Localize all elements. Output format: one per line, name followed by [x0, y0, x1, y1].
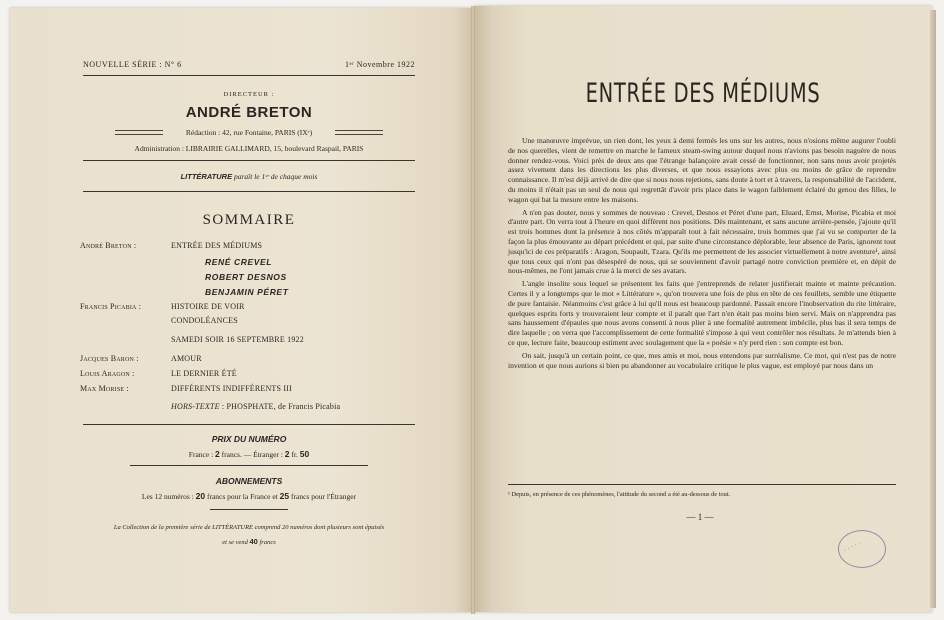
subscription-value: 25: [279, 491, 290, 501]
price-title: PRIX DU NUMÉRO: [211, 434, 287, 444]
toc-contributor: ROBERT DESNOS: [205, 272, 287, 282]
hors-texte-label: HORS-TEXTE: [171, 402, 220, 411]
toc-title: ENTRÉE DES MÉDIUMS: [171, 241, 263, 250]
toc-author: Jacques Baron :: [80, 354, 139, 363]
book-gutter: [471, 6, 475, 614]
subscription-title: ABONNEMENTS: [215, 476, 283, 486]
article-paragraph: Une manœuvre imprévue, un rien dont, les yeux à demi fermés les uns sur les autres, nous n'osions même augurer l'oubli de nos querelles, vient de remettre en marche le fameux steam-swing autour duquel nous n'avions pas besoin naguère de nous donner rendez-vous. Voici près de deux ans que l'étrange balançoire avait cessé de fonctionner, non sans nous avoir projetés assez vivement dans les directions les plus diverses, et que nous essayions avec plus ou moins de grâce de reprendre connaissance. Il m'est déjà arrivé de dire que si nous nous rejetions, sans doute à tort et à travers, la responsabilité de l'accident, du moins il n'était pas un seul de nous qui regrettât d'avoir pris place dans le wagon faiblement éclairé du genou des filles, le wagon qui bat la mesure entre les maisons.: [508, 136, 896, 204]
toc-contributor: BENJAMIN PÉRET: [205, 287, 289, 297]
hors-texte-line: [171, 402, 340, 411]
notice-text: paraît le 1ᵉʳ de chaque mois: [232, 172, 318, 181]
price-text: francs. — Étranger :: [219, 450, 285, 459]
footnote-rule: [508, 484, 896, 485]
collection-line: [83, 535, 415, 550]
article-paragraph: L'angle insolite sous lequel se présentent les faits que j'entreprends de relater justifierait mainte et mainte précaution. Certes il y a longtemps que le mot « Littérature », qu'on trouvera une fois de plus en tête de ces feuillets, semble une étiquette de pure fantaisie. Néanmoins c'est grâce à lui qu'il nous est beaucoup pardonné. Passait encore l'inobservation du rite littéraire, quelques esprits forts y trouveraient leur compte et il paraît que l'art n'en était pas moins bien servi. Mais on n'apprendra pas sans haussement d'épaules que nous avons consenti à nous plier à une formalité autrement imbécile, plus bas il sera temps de dire laquelle ; on verra que l'accomplissement de cette formalité s'impose à qui veut contrôler nos résultats. Je m'attends bien à ce que, lecture faite, beaucoup estiment avec soulagement que la « poésie » n'y perd rien : son compte est bon.: [508, 279, 896, 347]
divider-rule: [130, 465, 368, 466]
subscription-line: [83, 491, 415, 501]
toc-author: André Breton :: [80, 241, 137, 250]
toc-title: SAMEDI SOIR 16 SEPTEMBRE 1922: [171, 335, 304, 344]
article-paragraph: A n'en pas douter, nous y sommes de nouveau : Crevel, Desnos et Péret d'une part, Eluard, Ernst, Morise, Picabia et moi d'autre part. On verra tout à l'heure en quoi diffèrent nos positions. Dès maintenant, et sans aucune arrière-pensée, j'ajoute qu'il est trois hommes dont la présence à nos côtés m'apparaît tout à fait nécessaire, trois hommes que j'ai vu se comporter de la façon la plus émouvante au départ précédent et qui, par suite d'une circonstance déplorable, leur absence de Paris, ignorent tout jusqu'ici de ces préparatifs : Aragon, Soupault, Tzara. Qu'ils me permettent de les associer virtuellement à notre aventure¹, ainsi que tous ceux qui n'ont pas désespéré de nous, qui se souviennent d'avoir partagé notre conviction première et, en dépit de nous-mêmes, ne l'ont jamais crue à la merci de ses avatars.: [508, 207, 896, 276]
toc-title: LE DERNIER ÉTÉ: [171, 369, 237, 378]
sommaire-title: SOMMAIRE: [202, 212, 296, 228]
price-text: fr.: [289, 450, 300, 459]
divider-rule: [83, 160, 415, 161]
collection-text: et se vend: [222, 539, 250, 546]
redaction-address: Rédaction : 42, rue Fontaine, PARIS (IXᵉ): [185, 128, 313, 137]
article-title: ENTRÉE DES MÉDIUMS: [585, 78, 821, 109]
subscription-value: 20: [195, 491, 206, 501]
collection-note: [83, 521, 415, 550]
subscription-text: francs pour l'Étranger: [289, 492, 357, 501]
toc-author: Francis Picabia :: [80, 302, 142, 311]
toc-title: DIFFÉRENTS INDIFFÉRENTS III: [171, 384, 292, 393]
price-value: 2: [284, 449, 290, 459]
administration-address: Administration : LIBRAIRIE GALLIMARD, 15, boulevard Raspail, PARIS: [134, 144, 364, 153]
directeur-name: ANDRÉ BRETON: [185, 104, 313, 121]
article-paragraph: On sait, jusqu'à un certain point, ce que, mes amis et moi, nous entendons par surréalisme. Ce mot, qui n'est pas de notre invention et que nous aurions si bien pu abandonner au vocabulaire critique le plus vague, est employé par nous dans un: [508, 350, 896, 370]
subscription-text: Les 12 numéros :: [141, 492, 196, 501]
price-value: 2: [215, 449, 220, 459]
page-number: — 1 —: [686, 512, 714, 522]
footnote: ¹ Depuis, en présence de ces phénomènes, l'attitude du second a été au-dessous de tout.: [508, 491, 731, 498]
toc-title: CONDOLÉANCES: [171, 316, 238, 325]
toc-contributor: RENÉ CREVEL: [205, 257, 273, 267]
series-number: NOUVELLE SÉRIE : N° 6: [83, 60, 182, 69]
subscription-text: francs pour la France et: [205, 492, 280, 501]
price-label: France :: [188, 450, 216, 459]
collection-value: 40: [249, 537, 258, 546]
hors-texte-text: : PHOSPHATE, de Francis Picabia: [219, 402, 341, 411]
toc-author: Louis Aragon :: [80, 369, 135, 378]
header-rule: [83, 75, 415, 76]
toc-author: Max Morise :: [80, 384, 129, 393]
divider-rule: [83, 424, 415, 425]
page-edge: [930, 10, 936, 608]
library-stamp: [838, 530, 886, 568]
stamp-mark: · · · · ·: [842, 539, 863, 555]
collection-text: francs: [257, 539, 276, 546]
publication-notice: [83, 172, 415, 181]
price-value: 50: [299, 449, 310, 459]
directeur-label: DIRECTEUR :: [223, 91, 275, 98]
toc-title: HISTOIRE DE VOIR: [171, 302, 245, 311]
notice-title: LITTÉRATURE: [180, 172, 233, 181]
toc-title: AMOUR: [171, 354, 202, 363]
short-rule: [210, 509, 288, 510]
issue-date: 1ᵉʳ Novembre 1922: [344, 60, 415, 69]
divider-rule: [83, 191, 415, 192]
price-line: [83, 449, 415, 459]
collection-line: La Collection de la première série de LITTÉRATURE comprend 20 numéros dont plusieurs sont épuisés: [113, 524, 385, 531]
article-body: [508, 136, 896, 370]
